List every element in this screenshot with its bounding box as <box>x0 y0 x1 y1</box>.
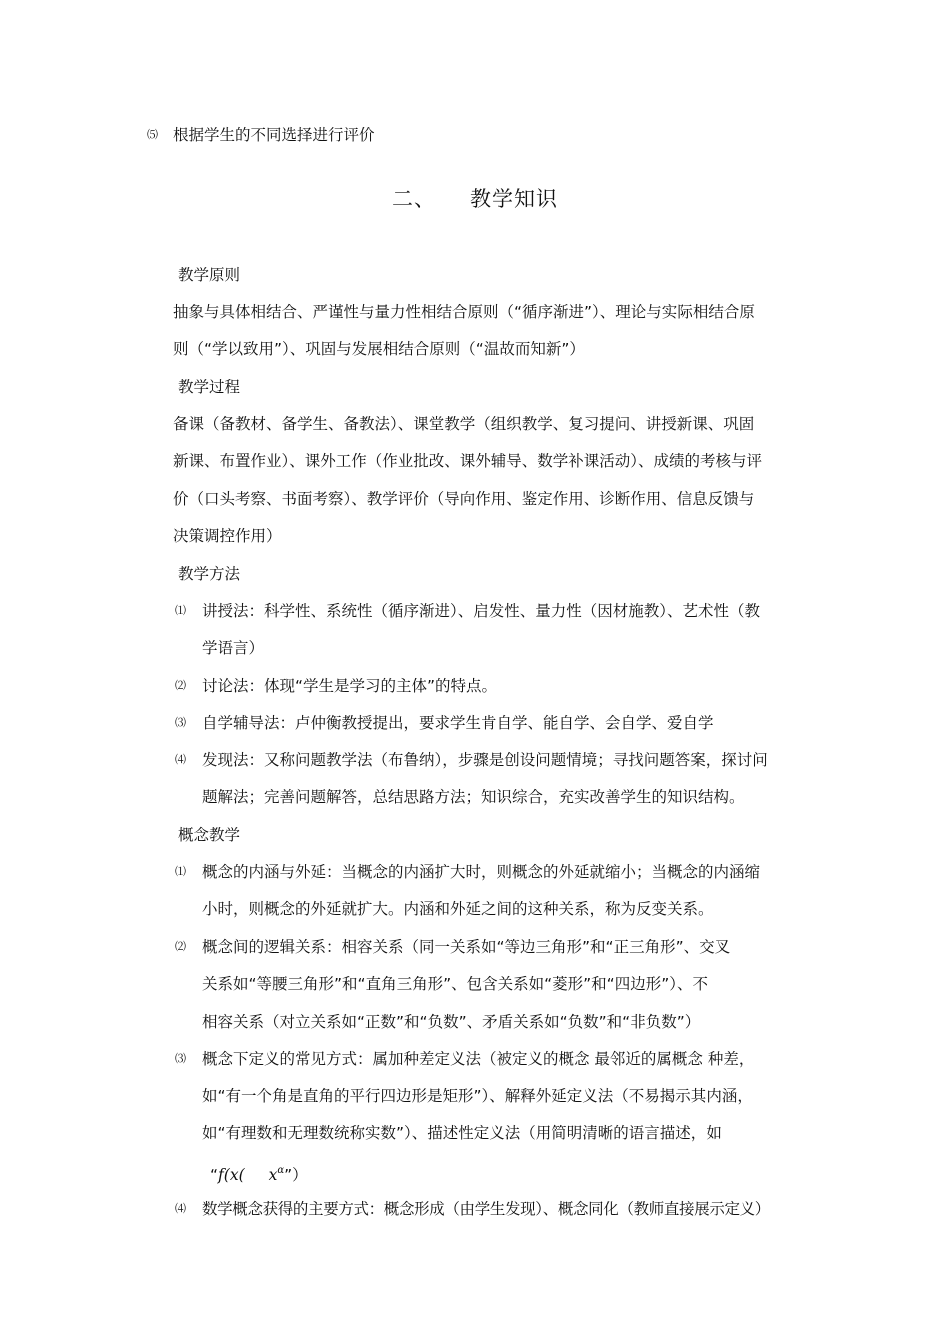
list-item-text: 如“有一个角是直角的平行四边形是矩形”）、解释外延定义法（不易揭示其内涵， <box>202 1087 753 1105</box>
section-heading-methods: 教学方法 <box>178 565 241 583</box>
page-title <box>0 184 950 214</box>
math-f: f <box>218 1166 224 1184</box>
math-paren: (x( <box>223 1166 245 1184</box>
list-item-text: 学语言） <box>202 639 265 657</box>
paragraph-line: 则（“学以致用”）、巩固与发展相结合原则（“温故而知新”） <box>173 340 585 358</box>
list-item-text: 小时，则概念的外延就扩大。内涵和外延之间的这种关系，称为反变关系。 <box>202 900 714 918</box>
list-item-text: 概念间的逻辑关系：相容关系（同一关系如“等边三角形”和“正三角形”、交叉 <box>202 938 731 956</box>
section-heading-principles: 教学原则 <box>178 266 241 284</box>
list-item-text: 讲授法：科学性、系统性（循序渐进）、启发性、量力性（因材施教）、艺术性（教 <box>202 602 761 620</box>
list-item-text: 相容关系（对立关系如“正数”和“负数”、矛盾关系如“负数”和“非负数”） <box>202 1013 701 1031</box>
list-item-text: 自学辅导法：卢仲衡教授提出，要求学生肯自学、能自学、会自学、爱自学 <box>202 714 714 732</box>
section-heading-concepts: 概念教学 <box>178 826 241 844</box>
list-item-text: 根据学生的不同选择进行评价 <box>173 126 375 144</box>
paragraph-line: 决策调控作用） <box>173 527 282 545</box>
title-number: 二、 <box>392 187 436 211</box>
list-item-text: 题解法；完善问题解答，总结思路方法；知识综合，充实改善学生的知识结构。 <box>202 788 745 806</box>
list-item-text: 如“有理数和无理数统称实数”）、描述性定义法（用简明清晰的语言描述，如 <box>202 1124 722 1142</box>
paragraph-line: 抽象与具体相结合、严谨性与量力性相结合原则（“循序渐进”）、理论与实际相结合原 <box>173 303 755 321</box>
list-item-text: 关系如“等腰三角形”和“直角三角形”、包含关系如“菱形”和“四边形”）、不 <box>202 975 708 993</box>
list-item-text: 概念下定义的常见方式：属加种差定义法（被定义的概念 最邻近的属概念 种差， <box>202 1050 755 1068</box>
paragraph-line: 备课（备教材、备学生、备教法）、课堂教学（组织教学、复习提问、讲授新课、巩固 <box>173 415 755 433</box>
math-alpha: α <box>277 1165 285 1176</box>
list-item-text: 数学概念获得的主要方式：概念形成（由学生发现）、概念同化（教师直接展示定义） <box>202 1200 770 1218</box>
list-item-text: 讨论法：体现“学生是学习的主体”的特点。 <box>202 677 498 695</box>
list-number: ⑴ <box>175 604 186 617</box>
list-number: ⑶ <box>175 1052 186 1065</box>
quote-open: “ <box>210 1166 219 1184</box>
list-number: ⑸ <box>147 128 158 141</box>
section-heading-process: 教学过程 <box>178 378 241 396</box>
list-number: ⑴ <box>175 865 186 878</box>
list-number: ⑵ <box>175 940 186 953</box>
list-number: ⑷ <box>175 1202 186 1215</box>
formula-line <box>210 1160 308 1186</box>
list-number: ⑵ <box>175 679 186 692</box>
list-item-text: 概念的内涵与外延：当概念的内涵扩大时，则概念的外延就缩小；当概念的内涵缩 <box>202 863 761 881</box>
list-item-text: 发现法：又称问题教学法（布鲁纳），步骤是创设问题情境；寻找问题答案，探讨问 <box>202 751 768 769</box>
list-number: ⑶ <box>175 716 186 729</box>
paragraph-line: 新课、布置作业）、课外工作（作业批改、课外辅导、数学补课活动）、成绩的考核与评 <box>173 452 763 470</box>
math-x: x <box>268 1166 278 1184</box>
quote-close: ”） <box>284 1166 308 1184</box>
title-text: 教学知识 <box>470 187 558 211</box>
list-number: ⑷ <box>175 753 186 766</box>
paragraph-line: 价（口头考察、书面考察）、教学评价（导向作用、鉴定作用、诊断作用、信息反馈与 <box>173 490 755 508</box>
